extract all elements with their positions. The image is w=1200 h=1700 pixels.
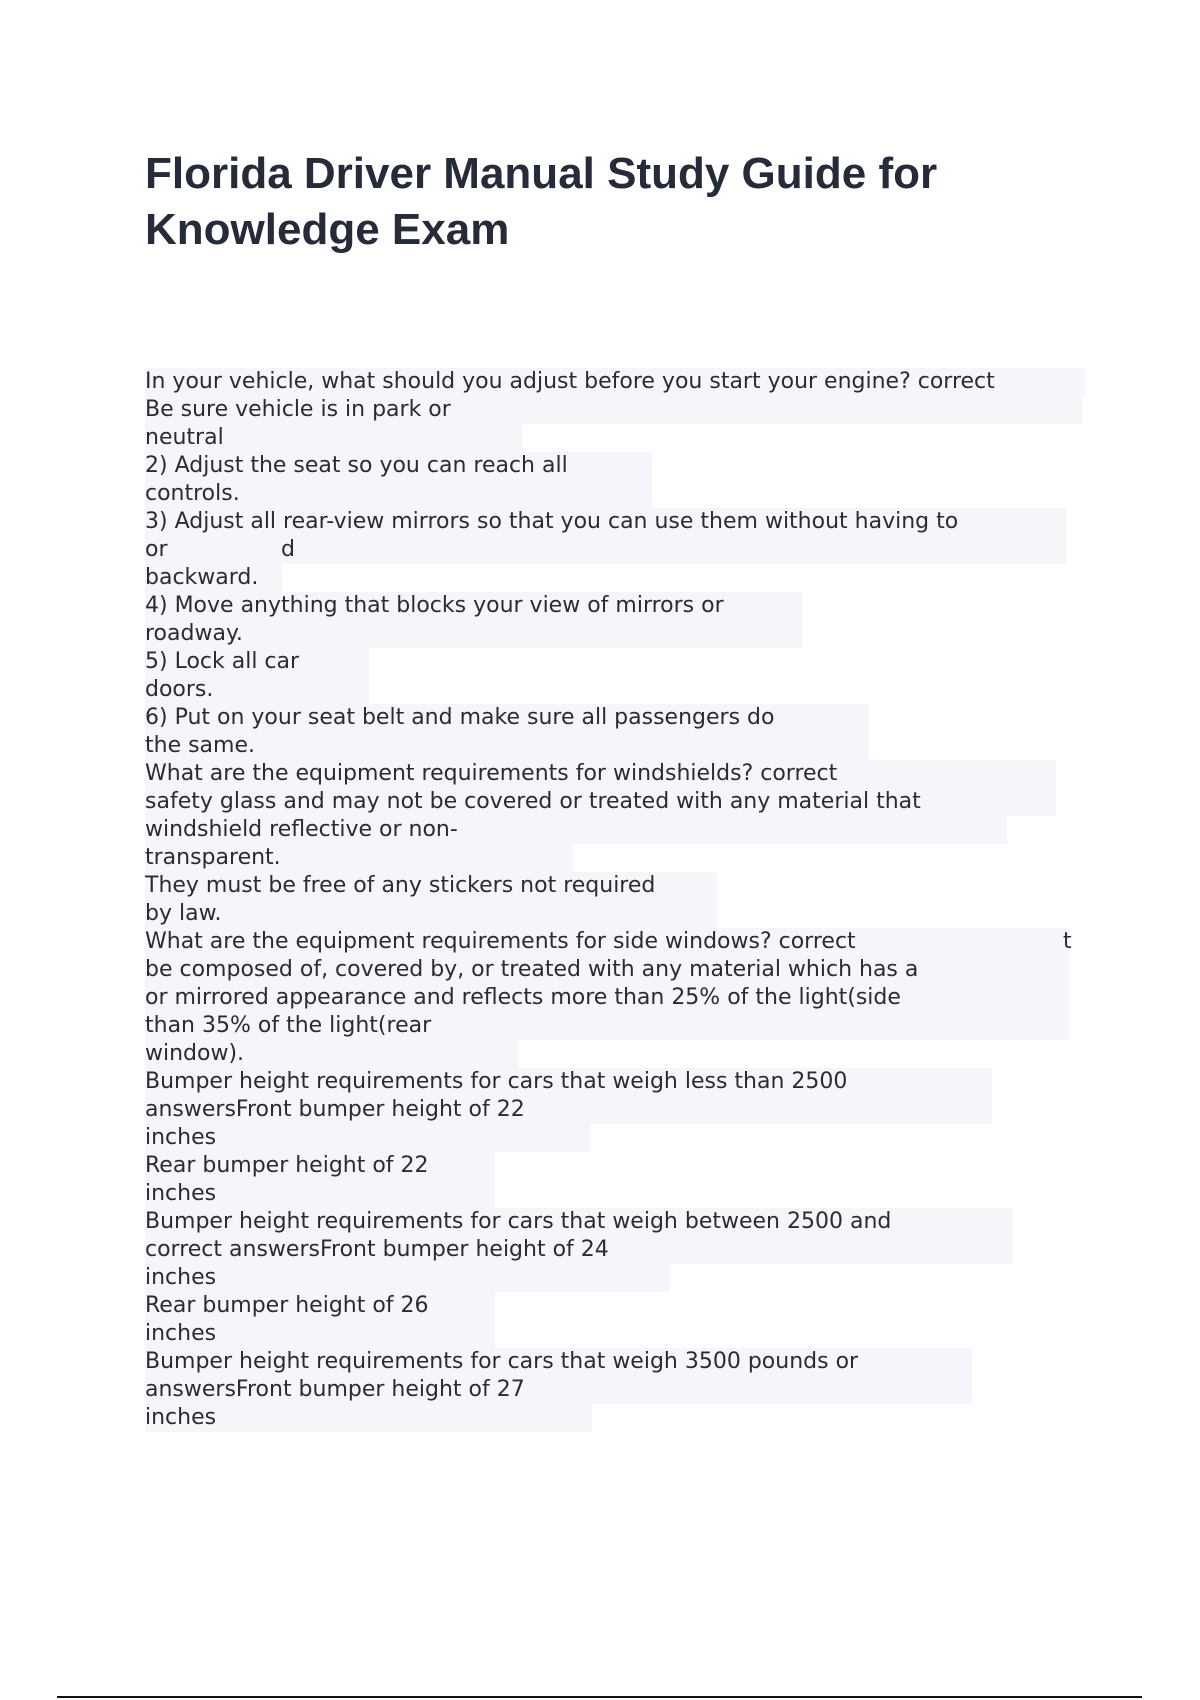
text-line-content: In your vehicle, what should you adjust before you start your engine? correct xyxy=(145,369,995,394)
text-line-content: neutral xyxy=(145,425,224,450)
text-line-content: inches xyxy=(145,1321,217,1346)
text-line-content: safety glass and may not be covered or treated with any material that xyxy=(145,789,921,814)
text-line xyxy=(145,928,1145,956)
text-line-content: Bumper height requirements for cars that weigh 3500 pounds or xyxy=(145,1349,859,1374)
text-line-content: or xyxy=(145,537,168,562)
text-line-content: What are the equipment requirements for windshields? correct xyxy=(145,761,838,786)
text-line xyxy=(145,816,1145,844)
text-line xyxy=(145,872,1145,900)
text-line xyxy=(145,788,1145,816)
text-line xyxy=(145,368,1145,396)
text-line xyxy=(145,1068,1145,1096)
text-line-content: windshield reflective or non- xyxy=(145,817,458,842)
text-line xyxy=(145,536,1145,564)
text-line-content: by law. xyxy=(145,901,222,926)
page-title: Florida Driver Manual Study Guide for Knowledge Exam xyxy=(145,149,938,254)
text-line xyxy=(145,1320,1145,1348)
text-line xyxy=(145,1376,1145,1404)
text-line xyxy=(145,648,1145,676)
text-line xyxy=(145,1264,1145,1292)
text-line-content: the same. xyxy=(145,733,255,758)
text-line xyxy=(145,1124,1145,1152)
text-line xyxy=(145,1096,1145,1124)
text-line-content: Bumper height requirements for cars that weigh less than 2500 xyxy=(145,1069,848,1094)
text-line xyxy=(145,900,1145,928)
text-line xyxy=(145,1012,1145,1040)
text-line-content: controls. xyxy=(145,481,240,506)
text-line-content: 6) Put on your seat belt and make sure all passengers do xyxy=(145,705,775,730)
text-line-content: They must be free of any stickers not required xyxy=(145,873,656,898)
text-line-content: backward. xyxy=(145,565,259,590)
text-line xyxy=(145,984,1145,1012)
text-line-content: window). xyxy=(145,1041,245,1066)
text-line xyxy=(145,1152,1145,1180)
text-line xyxy=(145,480,1145,508)
text-line xyxy=(145,592,1145,620)
text-line xyxy=(145,676,1145,704)
text-line xyxy=(145,620,1145,648)
text-line-content: What are the equipment requirements for side windows? correct xyxy=(145,929,856,954)
text-line xyxy=(145,732,1145,760)
text-line xyxy=(145,424,1145,452)
text-line xyxy=(145,508,1145,536)
text-line xyxy=(145,844,1145,872)
text-line-content: answersFront bumper height of 27 xyxy=(145,1377,525,1402)
text-line-content: doors. xyxy=(145,677,214,702)
text-line xyxy=(145,704,1145,732)
text-line-content: or mirrored appearance and reflects more than 25% of the light(side xyxy=(145,985,901,1010)
text-line xyxy=(145,1208,1145,1236)
study-guide-body xyxy=(145,368,1145,1432)
text-line-content: inches xyxy=(145,1125,217,1150)
text-line xyxy=(145,564,1145,592)
text-line xyxy=(145,452,1145,480)
text-line-content: 3) Adjust all rear-view mirrors so that you can use them without having to xyxy=(145,509,959,534)
text-line-content: roadway. xyxy=(145,621,243,646)
text-line-content: inches xyxy=(145,1181,217,1206)
text-line-content: than 35% of the light(rear xyxy=(145,1013,432,1038)
text-line-content: Rear bumper height of 22 xyxy=(145,1153,429,1178)
text-line-content: inches xyxy=(145,1265,217,1290)
text-line-content: 4) Move anything that blocks your view of mirrors or xyxy=(145,593,724,618)
text-fragment: d xyxy=(281,537,295,562)
text-line xyxy=(145,1404,1145,1432)
text-line-content: Bumper height requirements for cars that weigh between 2500 and xyxy=(145,1209,892,1234)
text-line-content: 2) Adjust the seat so you can reach all xyxy=(145,453,568,478)
text-line-content: be composed of, covered by, or treated with any material which has a xyxy=(145,957,919,982)
text-line-content: correct answersFront bumper height of 24 xyxy=(145,1237,609,1262)
footer-rule xyxy=(57,1696,1142,1698)
text-line-content: inches xyxy=(145,1405,217,1430)
text-line-content: Be sure vehicle is in park or xyxy=(145,397,451,422)
text-line xyxy=(145,1292,1145,1320)
text-line-content: 5) Lock all car xyxy=(145,649,300,674)
text-line-content: answersFront bumper height of 22 xyxy=(145,1097,525,1122)
text-line xyxy=(145,1348,1145,1376)
text-line-content: Rear bumper height of 26 xyxy=(145,1293,429,1318)
text-line-content: transparent. xyxy=(145,845,281,870)
text-line xyxy=(145,396,1145,424)
text-line xyxy=(145,1040,1145,1068)
text-line xyxy=(145,1236,1145,1264)
text-fragment: t xyxy=(1063,929,1072,954)
text-line xyxy=(145,1180,1145,1208)
text-line xyxy=(145,760,1145,788)
text-line xyxy=(145,956,1145,984)
